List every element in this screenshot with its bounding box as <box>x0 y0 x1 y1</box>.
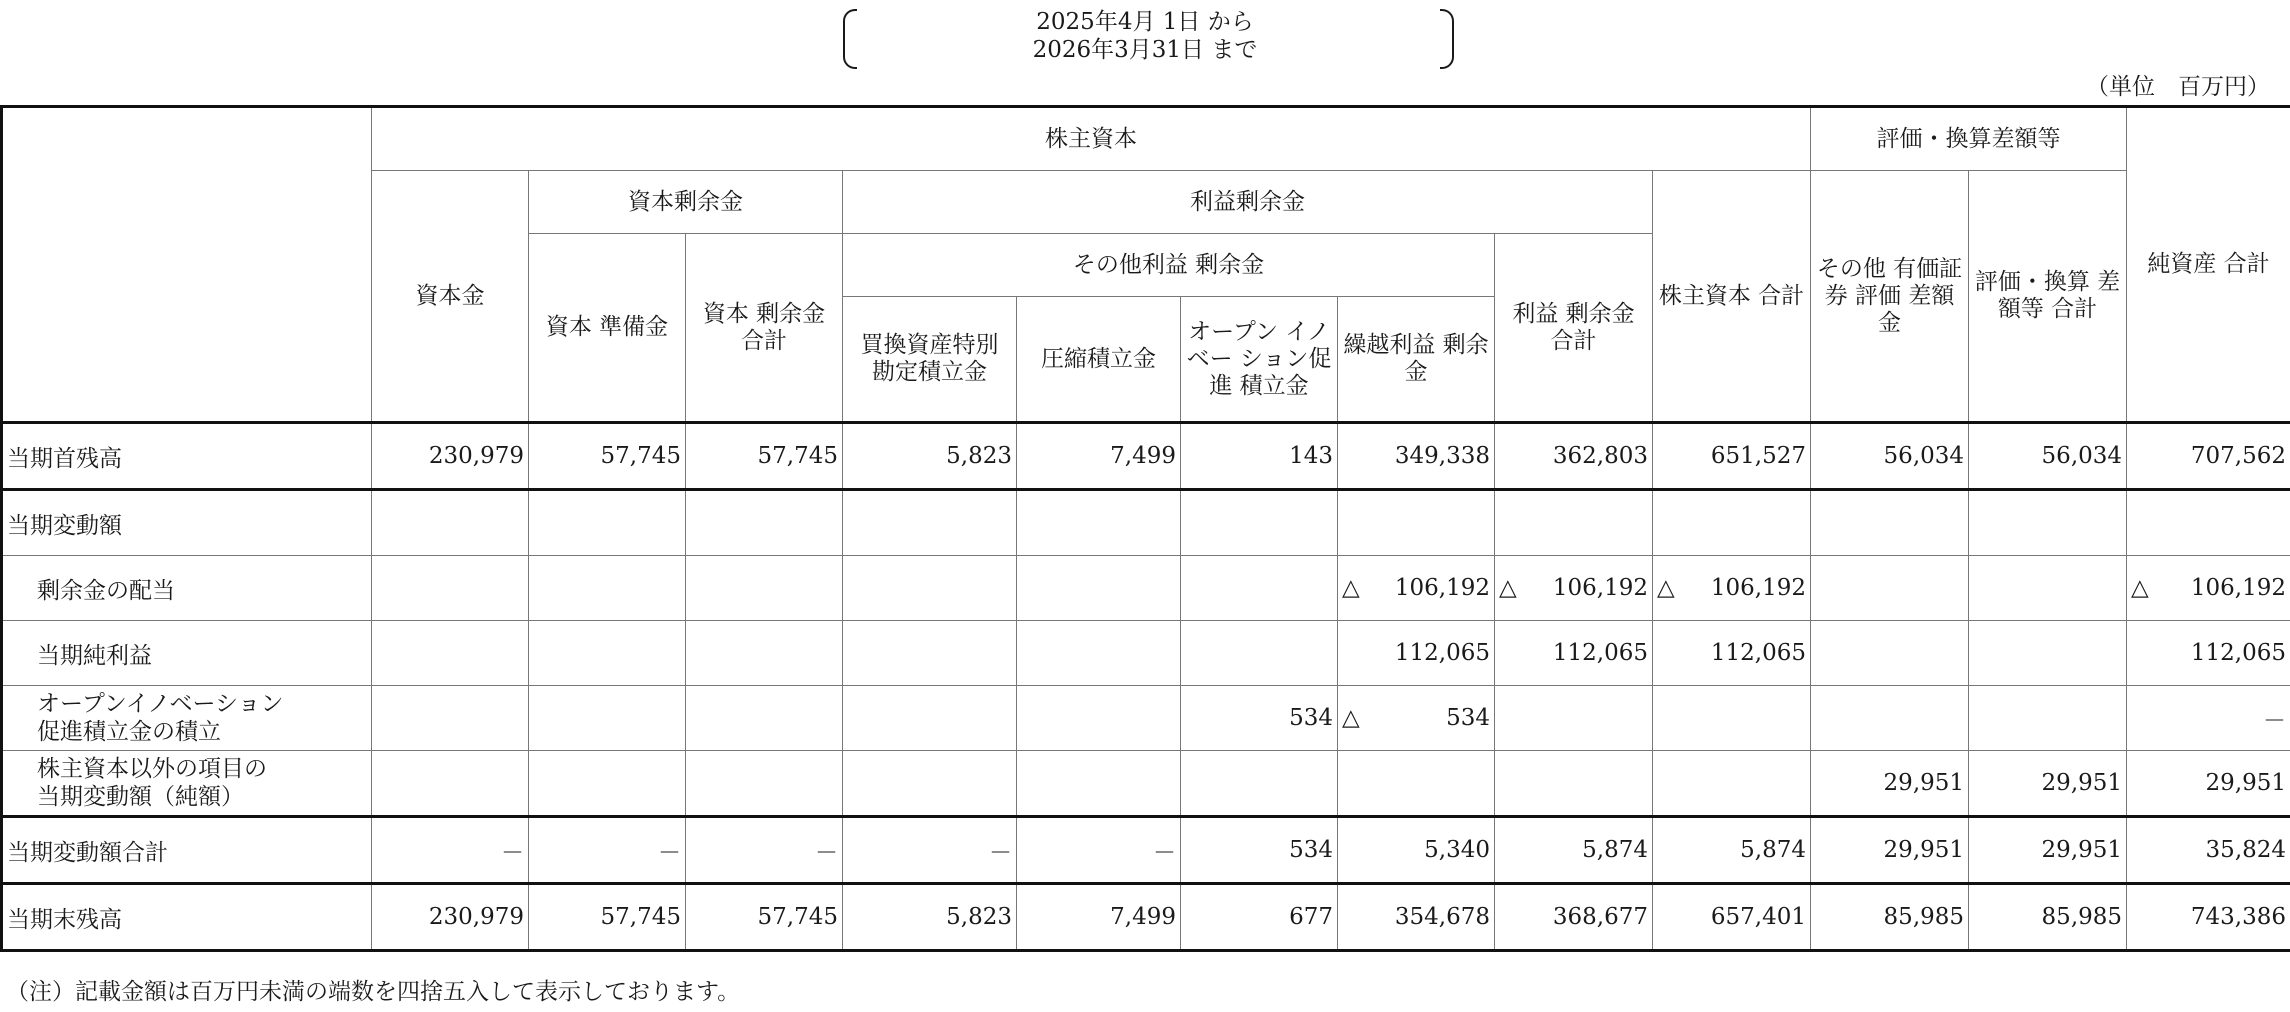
header-corner <box>2 107 372 423</box>
cell: 85,985 <box>1969 884 2127 951</box>
header-open-innovation: オープン イノベー ション促進 積立金 <box>1181 297 1338 423</box>
row-label: 当期純利益 <box>2 621 372 686</box>
cell: 677 <box>1181 884 1338 951</box>
cell: 5,823 <box>843 423 1017 490</box>
row-changes-header <box>2 490 2290 556</box>
cell: 29,951 <box>1969 751 2127 817</box>
header-kabunushi-shihon-gokei: 株主資本 合計 <box>1653 171 1811 423</box>
cell: 112,065 <box>1338 621 1495 686</box>
cell: 56,034 <box>1969 423 2127 490</box>
cell: 5,874 <box>1495 817 1653 884</box>
cell: 651,527 <box>1653 423 1811 490</box>
header-sonota-yuka-shoken: その他 有価証券 評価 差額金 <box>1811 171 1969 423</box>
row-total-changes <box>2 817 2290 884</box>
cell: 106,192 <box>1710 575 1807 601</box>
cell: 7,499 <box>1017 884 1181 951</box>
cell: － <box>843 817 1017 884</box>
cell: 112,065 <box>1653 621 1811 686</box>
row-label: 当期末残高 <box>2 884 372 951</box>
cell: － <box>1017 817 1181 884</box>
triangle-mark: △ <box>1657 575 1675 601</box>
header-sonota-rieki-joyokin: その他利益 剰余金 <box>843 234 1495 297</box>
cell: － <box>686 817 843 884</box>
row-closing <box>2 884 2290 951</box>
cell: 534 <box>1181 686 1338 751</box>
footnote: （注）記載金額は百万円未満の端数を四捨五入して表示しております。 <box>6 979 741 1005</box>
cell: 57,745 <box>529 423 686 490</box>
header-shihon-joyokin: 資本剰余金 <box>529 171 843 234</box>
period-header <box>0 6 2290 66</box>
row-label <box>2 686 372 751</box>
cell: 7,499 <box>1017 423 1181 490</box>
cell: 354,678 <box>1338 884 1495 951</box>
cell: 5,823 <box>843 884 1017 951</box>
cell: 657,401 <box>1653 884 1811 951</box>
header-rieki-joyokin-gokei: 利益 剰余金 合計 <box>1495 234 1653 423</box>
cell: 534 <box>1181 817 1338 884</box>
cell: － <box>529 817 686 884</box>
triangle-mark: △ <box>1342 575 1360 601</box>
row-label-line: 株主資本以外の項目の <box>37 756 267 782</box>
cell: 112,065 <box>2127 621 2290 686</box>
cell: 112,065 <box>1495 621 1653 686</box>
header-shihon-junbikin: 資本 準備金 <box>529 234 686 423</box>
header-junshisan-gokei: 純資産 合計 <box>2127 107 2290 423</box>
cell: 29,951 <box>2127 751 2290 817</box>
cell: 85,985 <box>1811 884 1969 951</box>
cell: 29,951 <box>1811 817 1969 884</box>
equity-statement-table <box>0 105 2290 952</box>
row-label: 剰余金の配当 <box>2 556 372 621</box>
row-label-line: 当期変動額（純額） <box>37 784 244 810</box>
cell: 230,979 <box>372 423 529 490</box>
cell: 29,951 <box>1969 817 2127 884</box>
cell: 29,951 <box>1811 751 1969 817</box>
triangle-mark: △ <box>1499 575 1517 601</box>
cell: 56,034 <box>1811 423 1969 490</box>
header-asshuku: 圧縮積立金 <box>1017 297 1181 423</box>
cell: 743,386 <box>2127 884 2290 951</box>
header-kaikae-tokubetsu: 買換資産特別 勘定積立金 <box>843 297 1017 423</box>
triangle-mark: △ <box>2131 575 2149 601</box>
right-bracket <box>1440 9 1454 69</box>
unit-label: （単位 百万円） <box>2086 74 2270 100</box>
cell: 230,979 <box>372 884 529 951</box>
cell: 534 <box>1446 705 1490 731</box>
row-open-innovation <box>2 686 2290 751</box>
cell: 106,192 <box>2190 575 2287 601</box>
cell: 5,340 <box>1338 817 1495 884</box>
header-shihonkin: 資本金 <box>372 171 529 423</box>
cell: 106,192 <box>1552 575 1648 601</box>
cell: － <box>372 817 529 884</box>
row-other-items <box>2 751 2290 817</box>
header-hyoka-kansan: 評価・換算差額等 <box>1811 107 2127 171</box>
row-label: 当期変動額合計 <box>2 817 372 884</box>
header-kabunushi-shihon: 株主資本 <box>372 107 1811 171</box>
row-net-income <box>2 621 2290 686</box>
cell: 57,745 <box>686 423 843 490</box>
cell: 368,677 <box>1495 884 1653 951</box>
row-label-line: オープンイノベーション <box>37 691 284 717</box>
triangle-mark: △ <box>1342 705 1360 731</box>
row-label: 当期変動額 <box>2 490 372 556</box>
header-shihon-joyokin-gokei: 資本 剰余金 合計 <box>686 234 843 423</box>
cell: 143 <box>1181 423 1338 490</box>
cell: 35,824 <box>2127 817 2290 884</box>
cell: 57,745 <box>686 884 843 951</box>
row-dividends <box>2 556 2290 621</box>
header-kurikoshi: 繰越利益 剰余金 <box>1338 297 1495 423</box>
row-opening <box>2 423 2290 490</box>
cell: 349,338 <box>1338 423 1495 490</box>
header-rieki-joyokin: 利益剰余金 <box>843 171 1653 234</box>
row-label: 当期首残高 <box>2 423 372 490</box>
row-label-line: 促進積立金の積立 <box>37 719 221 745</box>
cell: 5,874 <box>1653 817 1811 884</box>
cell: 106,192 <box>1394 575 1490 601</box>
cell: 362,803 <box>1495 423 1653 490</box>
period-to: 2026年3月31日 まで <box>1032 37 1258 63</box>
cell: 707,562 <box>2127 423 2290 490</box>
cell: － <box>2127 686 2290 751</box>
row-label <box>2 751 372 817</box>
period-from: 2025年4月 1日 から <box>1036 9 1254 35</box>
header-hyoka-kansan-gokei: 評価・換算 差額等 合計 <box>1969 171 2127 423</box>
cell: 57,745 <box>529 884 686 951</box>
